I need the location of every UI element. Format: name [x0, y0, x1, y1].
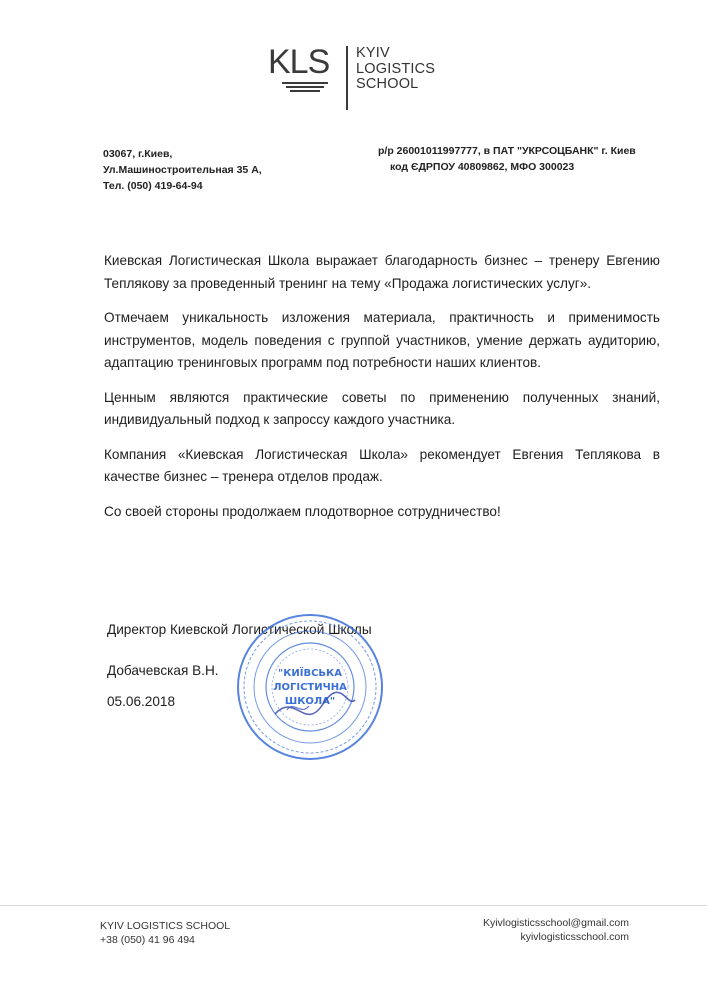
bank-account-line: р/р 26001011997777, в ПАТ "УКРСОЦБАНК" г. Киев	[378, 145, 636, 157]
signature-date: 05.06.2018	[107, 694, 176, 709]
footer-website[interactable]: kyivlogisticsschool.com	[520, 931, 629, 943]
stamp-text: ЛОГІСТИЧНА	[273, 682, 347, 693]
stamp-text: ШКОЛА"	[284, 696, 336, 707]
body-paragraph: Ценным являются практические советы по применению полученных знаний, индивидуальный подход к запроссу каждого участника.	[104, 389, 660, 427]
footer-email[interactable]: Kyivlogisticsschool@gmail.com	[482, 917, 629, 929]
body-paragraph: Отмечаем уникальность изложения материала, практичность и применимость инструментов, модель поведения с группой участников, умение держать аудиторию, адаптацию тренинговых программ под потребности наших клиентов.	[104, 310, 660, 370]
footer-divider	[0, 905, 707, 906]
logo-divider	[346, 46, 348, 110]
logo-line: SCHOOL	[356, 76, 419, 92]
signer-position: Директор Киевской Логистической Школы	[107, 622, 372, 637]
phone-line: Тел. (050) 419-64-94	[103, 180, 203, 192]
footer-phone: +38 (050) 41 96 494	[100, 934, 195, 946]
company-address	[103, 146, 262, 194]
letter-body	[104, 250, 660, 535]
logo-underline-icon	[282, 82, 332, 94]
address-line: 03067, г.Киев,	[103, 148, 173, 160]
footer-left	[100, 919, 230, 947]
logo-line: KYIV	[356, 45, 390, 61]
logo-mark: KLS	[268, 43, 330, 81]
logo-text	[356, 46, 435, 93]
bank-details	[378, 143, 668, 175]
body-paragraph: Компания «Киевская Логистическая Школа» рекомендует Евгения Теплякова в качестве бизнес – тренера отделов продаж.	[104, 446, 660, 484]
footer-right	[483, 916, 629, 944]
signer-name: Добачевская В.Н.	[107, 663, 219, 678]
address-line: Ул.Машиностроительная 35 А,	[103, 164, 262, 176]
body-paragraph: Со своей стороны продолжаем плодотворное сотрудничество!	[104, 503, 501, 519]
footer-company: KYIV LOGISTICS SCHOOL	[100, 920, 231, 932]
body-paragraph: Киевская Логистическая Школа выражает благодарность бизнес – тренеру Евгению Теплякову за проведенный тренинг на тему «Продажа логистических услуг».	[104, 253, 660, 291]
bank-code-line: код ЄДРПОУ 40809862, МФО 300023	[390, 161, 575, 173]
stamp-text: "КИЇВСЬКА	[278, 668, 342, 679]
logo-line: LOGISTICS	[356, 60, 436, 77]
company-stamp-icon	[235, 612, 385, 762]
